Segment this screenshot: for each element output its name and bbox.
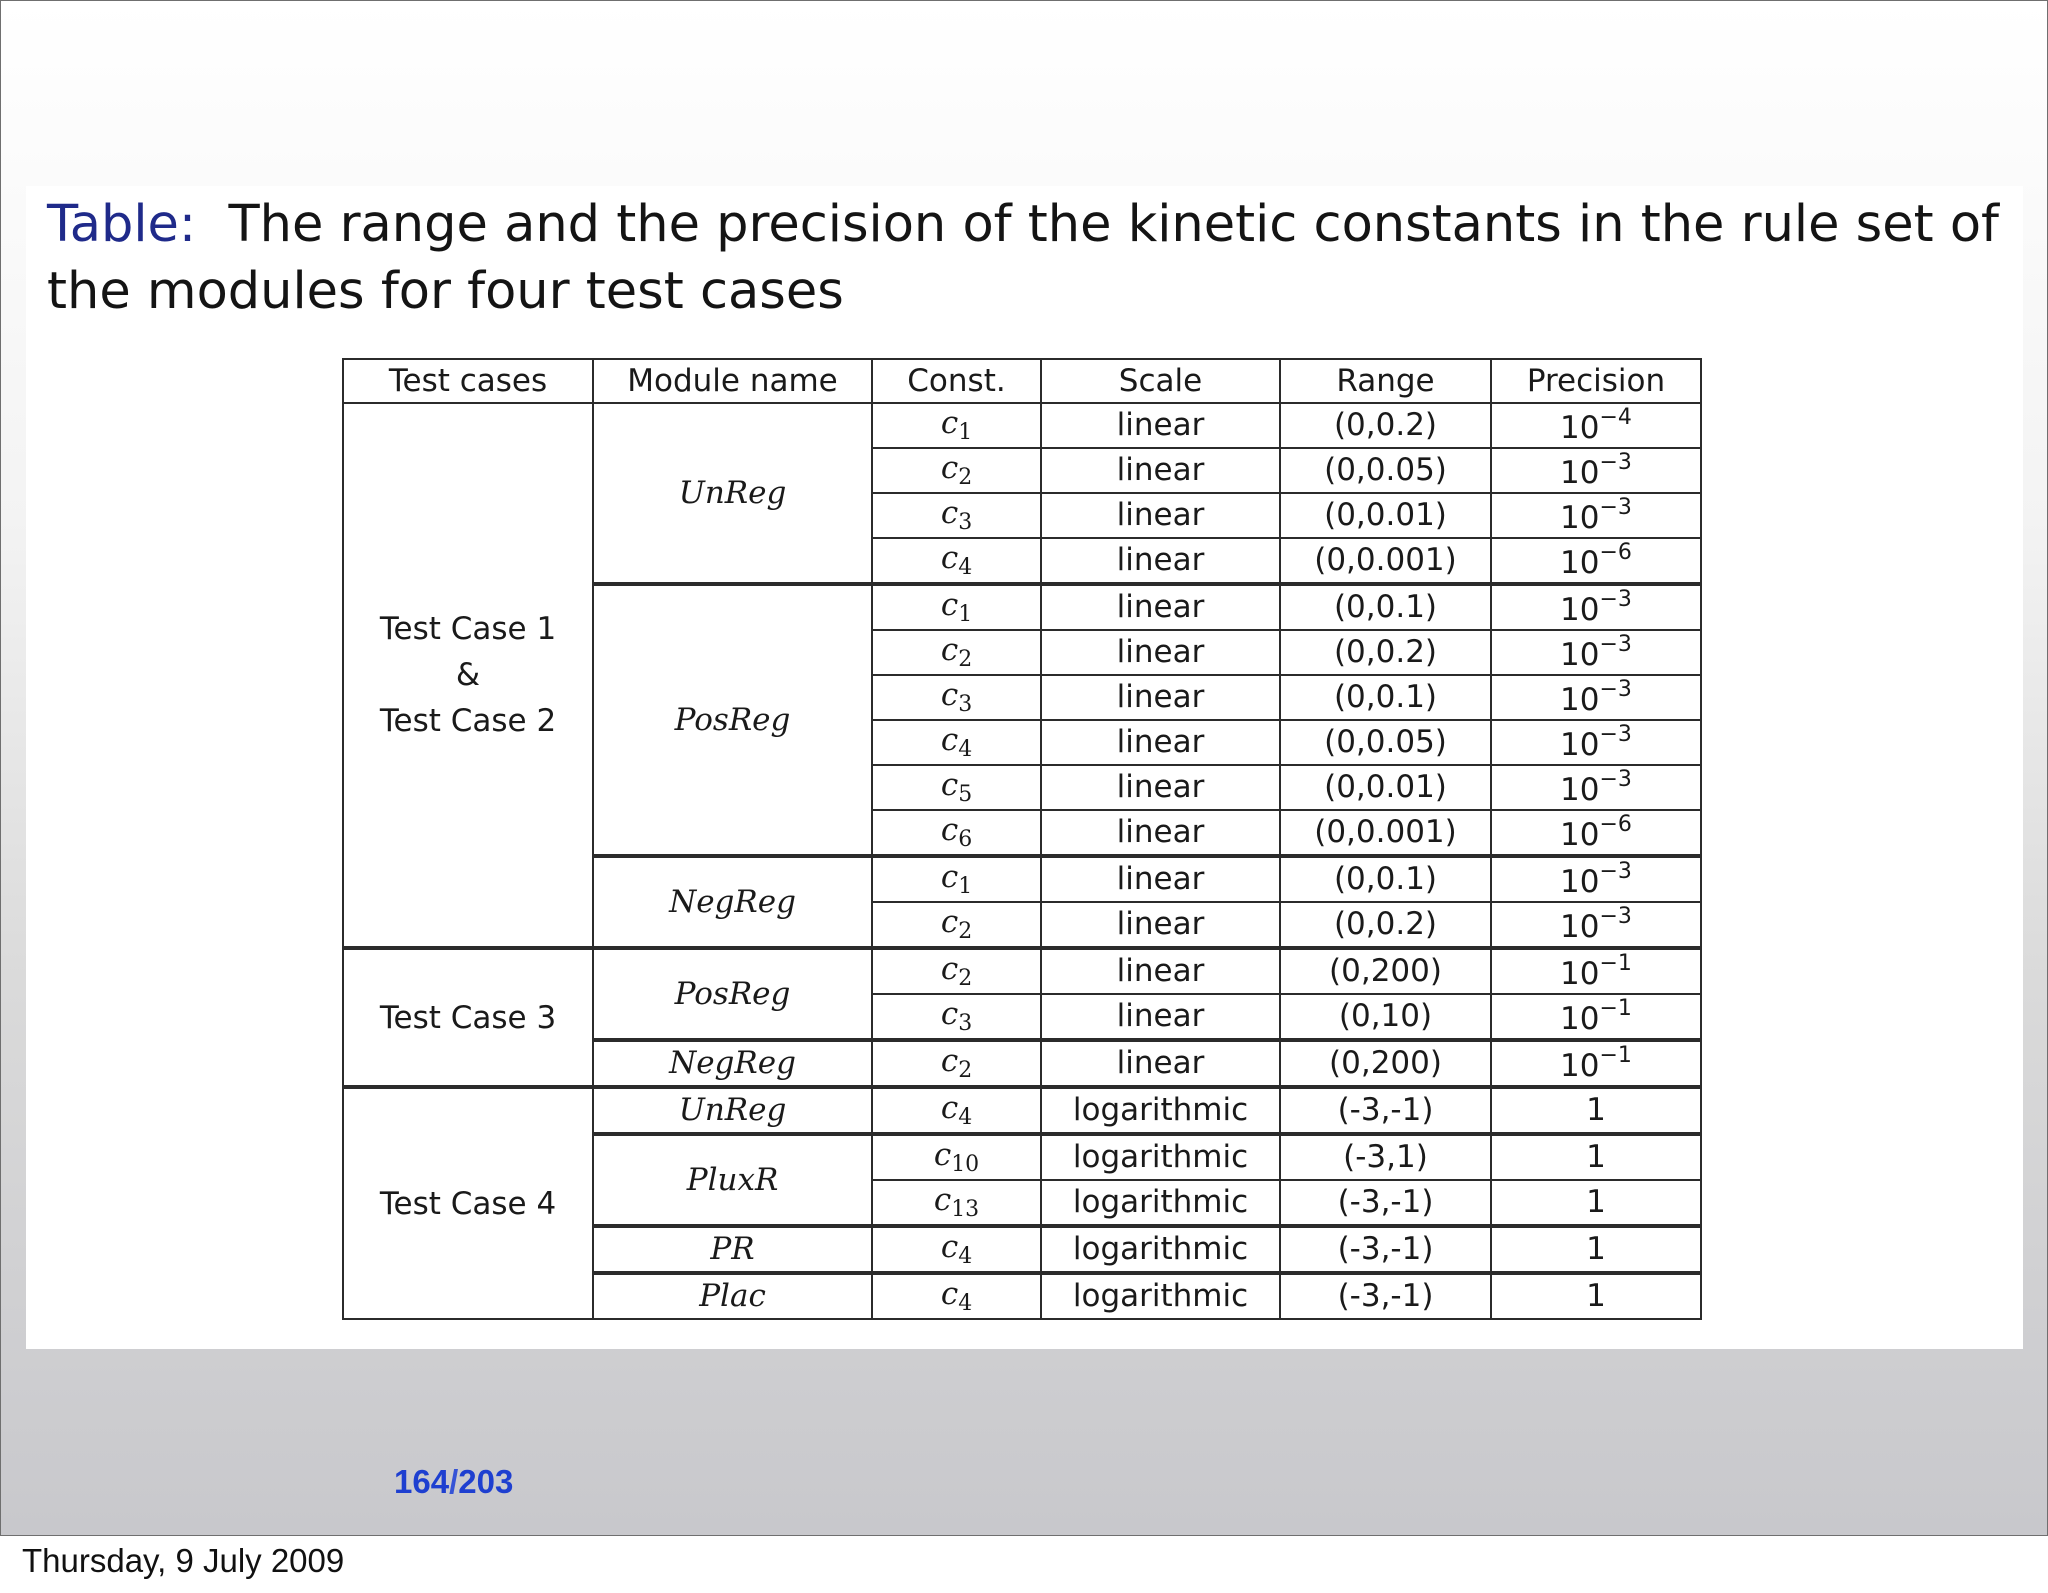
const-cell (872, 630, 1041, 675)
precision-cell (1491, 1134, 1701, 1180)
const-cell (872, 1273, 1041, 1319)
const-symbol: c (940, 995, 959, 1032)
const-index: 3 (958, 691, 973, 717)
precision-exponent: −3 (1599, 767, 1632, 792)
scale-cell: linear (1041, 493, 1280, 538)
header-test-cases: Test cases (343, 359, 593, 403)
range-cell: (-3,-1) (1280, 1226, 1491, 1273)
const-symbol: c (940, 811, 959, 848)
const-cell (872, 810, 1041, 856)
scale-cell: linear (1041, 675, 1280, 720)
const-cell (872, 538, 1041, 584)
caption-label: Table: (47, 195, 197, 254)
const-index: 2 (958, 646, 973, 672)
precision-exponent: −3 (1599, 632, 1632, 657)
precision-cell (1491, 856, 1701, 902)
range-cell: (0,0.01) (1280, 493, 1491, 538)
precision-exponent: −6 (1599, 540, 1632, 565)
module-name-cell: PR (593, 1226, 872, 1273)
precision-cell (1491, 1087, 1701, 1134)
test-case-label: Test Case 3 (379, 999, 557, 1036)
precision-cell (1491, 1180, 1701, 1226)
precision-cell (1491, 1273, 1701, 1319)
range-cell: (0,0.01) (1280, 765, 1491, 810)
const-cell (872, 1180, 1041, 1226)
page-current: 164 (394, 1463, 450, 1500)
header-const: Const. (872, 359, 1041, 403)
range-cell: (0,10) (1280, 994, 1491, 1040)
const-index: 3 (958, 509, 973, 535)
const-cell (872, 720, 1041, 765)
precision-cell (1491, 1226, 1701, 1273)
precision-base: 10 (1560, 1048, 1600, 1084)
const-index: 2 (958, 965, 973, 991)
precision-base: 10 (1560, 592, 1600, 628)
precision-cell (1491, 448, 1701, 493)
precision-exponent: −1 (1599, 996, 1632, 1021)
const-cell (872, 493, 1041, 538)
scale-cell: linear (1041, 538, 1280, 584)
header-scale: Scale (1041, 359, 1280, 403)
const-cell (872, 765, 1041, 810)
const-symbol: c (940, 1275, 959, 1312)
const-symbol: c (940, 404, 959, 441)
precision-exponent: −3 (1599, 859, 1632, 884)
scale-cell: logarithmic (1041, 1180, 1280, 1226)
const-symbol: c (940, 449, 959, 486)
precision-base: 1 (1586, 1231, 1606, 1267)
const-symbol: c (940, 950, 959, 987)
scale-cell: linear (1041, 403, 1280, 448)
const-cell (872, 948, 1041, 994)
caption-text: The range and the precision of the kinetic constants in the rule set of the modules for four test cases (47, 195, 1999, 321)
precision-exponent: −4 (1599, 405, 1632, 430)
module-name-cell: PosReg (593, 948, 872, 1040)
const-index: 4 (958, 1243, 973, 1269)
precision-base: 10 (1560, 956, 1600, 992)
module-name-cell: UnReg (593, 403, 872, 584)
precision-base: 10 (1560, 410, 1600, 446)
precision-exponent: −1 (1599, 951, 1632, 976)
const-index: 2 (958, 464, 973, 490)
const-symbol: c (940, 1042, 959, 1079)
const-cell (872, 1226, 1041, 1273)
precision-base: 10 (1560, 909, 1600, 945)
scale-cell: logarithmic (1041, 1273, 1280, 1319)
module-name-cell: NegReg (593, 1040, 872, 1087)
test-case-label: Test Case 2 (379, 703, 557, 739)
const-cell (872, 584, 1041, 630)
page-separator: / (449, 1463, 459, 1500)
scale-cell: linear (1041, 584, 1280, 630)
scale-cell: linear (1041, 720, 1280, 765)
const-index: 4 (958, 554, 973, 580)
const-symbol: c (940, 494, 959, 531)
scale-cell: linear (1041, 856, 1280, 902)
precision-base: 10 (1560, 772, 1600, 808)
precision-cell (1491, 994, 1701, 1040)
precision-cell (1491, 675, 1701, 720)
precision-exponent: −3 (1599, 450, 1632, 475)
precision-base: 10 (1560, 455, 1600, 491)
const-cell (872, 902, 1041, 948)
precision-cell (1491, 538, 1701, 584)
range-cell: (0,0.001) (1280, 538, 1491, 584)
header-range: Range (1280, 359, 1491, 403)
precision-cell (1491, 902, 1701, 948)
range-cell: (0,0.1) (1280, 675, 1491, 720)
precision-cell (1491, 493, 1701, 538)
const-symbol: c (940, 539, 959, 576)
module-name-cell: Plac (593, 1273, 872, 1319)
table-header-row (343, 359, 1701, 403)
precision-base: 1 (1586, 1092, 1606, 1128)
module-name-cell: PluxR (593, 1134, 872, 1226)
precision-cell (1491, 584, 1701, 630)
precision-base: 1 (1586, 1184, 1606, 1220)
precision-base: 10 (1560, 817, 1600, 853)
const-index: 2 (958, 1057, 973, 1083)
test-case-label: & (455, 657, 481, 693)
precision-cell (1491, 403, 1701, 448)
precision-base: 10 (1560, 1001, 1600, 1037)
range-cell: (0,0.2) (1280, 403, 1491, 448)
test-case-cell (343, 403, 593, 948)
const-cell (872, 1087, 1041, 1134)
scale-cell: logarithmic (1041, 1134, 1280, 1180)
const-cell (872, 856, 1041, 902)
precision-cell (1491, 765, 1701, 810)
precision-base: 10 (1560, 545, 1600, 581)
const-cell (872, 994, 1041, 1040)
range-cell: (-3,-1) (1280, 1087, 1491, 1134)
precision-base: 10 (1560, 727, 1600, 763)
precision-exponent: −3 (1599, 722, 1632, 747)
range-cell: (0,200) (1280, 948, 1491, 994)
module-name-cell: UnReg (593, 1087, 872, 1134)
table-row (343, 1087, 1701, 1134)
precision-exponent: −3 (1599, 587, 1632, 612)
const-index: 10 (951, 1151, 980, 1177)
table-body (343, 403, 1701, 1319)
const-index: 4 (958, 1104, 973, 1130)
precision-base: 10 (1560, 682, 1600, 718)
scale-cell: linear (1041, 630, 1280, 675)
page-total: 203 (458, 1463, 514, 1500)
const-symbol: c (933, 1181, 952, 1218)
precision-base: 10 (1560, 864, 1600, 900)
const-index: 1 (958, 419, 973, 445)
precision-cell (1491, 720, 1701, 765)
range-cell: (-3,-1) (1280, 1180, 1491, 1226)
precision-base: 1 (1586, 1139, 1606, 1175)
precision-base: 1 (1586, 1278, 1606, 1314)
const-symbol: c (940, 586, 959, 623)
range-cell: (0,0.05) (1280, 720, 1491, 765)
range-cell: (0,0.05) (1280, 448, 1491, 493)
table-caption (47, 191, 2007, 325)
const-symbol: c (940, 858, 959, 895)
range-cell: (0,0.1) (1280, 856, 1491, 902)
const-symbol: c (940, 721, 959, 758)
precision-exponent: −3 (1599, 677, 1632, 702)
precision-base: 10 (1560, 637, 1600, 673)
kinetic-constants-table (342, 358, 1702, 1320)
footer-date: Thursday, 9 July 2009 (22, 1542, 345, 1579)
precision-cell (1491, 810, 1701, 856)
test-case-cell (343, 1087, 593, 1319)
precision-exponent: −3 (1599, 904, 1632, 929)
const-cell (872, 675, 1041, 720)
scale-cell: linear (1041, 810, 1280, 856)
range-cell: (-3,-1) (1280, 1273, 1491, 1319)
const-cell (872, 403, 1041, 448)
const-symbol: c (940, 1228, 959, 1265)
scale-cell: linear (1041, 994, 1280, 1040)
header-module-name: Module name (593, 359, 872, 403)
const-symbol: c (940, 1089, 959, 1126)
const-index: 6 (958, 826, 973, 852)
precision-cell (1491, 948, 1701, 994)
precision-cell (1491, 630, 1701, 675)
scale-cell: linear (1041, 902, 1280, 948)
scale-cell: linear (1041, 448, 1280, 493)
const-index: 2 (958, 918, 973, 944)
table-row (343, 948, 1701, 994)
precision-exponent: −1 (1599, 1043, 1632, 1068)
test-case-label: Test Case 1 (379, 611, 557, 647)
module-name-cell: NegReg (593, 856, 872, 948)
scale-cell: logarithmic (1041, 1226, 1280, 1273)
const-index: 5 (958, 781, 973, 807)
scale-cell: linear (1041, 948, 1280, 994)
precision-exponent: −3 (1599, 495, 1632, 520)
const-index: 1 (958, 873, 973, 899)
const-symbol: c (940, 676, 959, 713)
const-index: 4 (958, 736, 973, 762)
const-cell (872, 448, 1041, 493)
precision-cell (1491, 1040, 1701, 1087)
const-symbol: c (933, 1136, 952, 1173)
range-cell: (0,0.001) (1280, 810, 1491, 856)
range-cell: (0,0.1) (1280, 584, 1491, 630)
const-symbol: c (940, 903, 959, 940)
const-cell (872, 1040, 1041, 1087)
table-row (343, 403, 1701, 448)
scale-cell: linear (1041, 765, 1280, 810)
const-index: 3 (958, 1010, 973, 1036)
const-index: 4 (958, 1290, 973, 1316)
range-cell: (0,0.2) (1280, 902, 1491, 948)
test-case-cell (343, 948, 593, 1087)
const-index: 1 (958, 601, 973, 627)
precision-exponent: −6 (1599, 812, 1632, 837)
scale-cell: logarithmic (1041, 1087, 1280, 1134)
scale-cell: linear (1041, 1040, 1280, 1087)
const-symbol: c (940, 631, 959, 668)
const-symbol: c (940, 766, 959, 803)
module-name-cell: PosReg (593, 584, 872, 856)
range-cell: (0,200) (1280, 1040, 1491, 1087)
header-precision: Precision (1491, 359, 1701, 403)
range-cell: (-3,1) (1280, 1134, 1491, 1180)
const-index: 13 (951, 1196, 980, 1222)
range-cell: (0,0.2) (1280, 630, 1491, 675)
precision-base: 10 (1560, 500, 1600, 536)
const-cell (872, 1134, 1041, 1180)
test-case-label: Test Case 4 (379, 1185, 557, 1222)
page-number (394, 1463, 513, 1501)
